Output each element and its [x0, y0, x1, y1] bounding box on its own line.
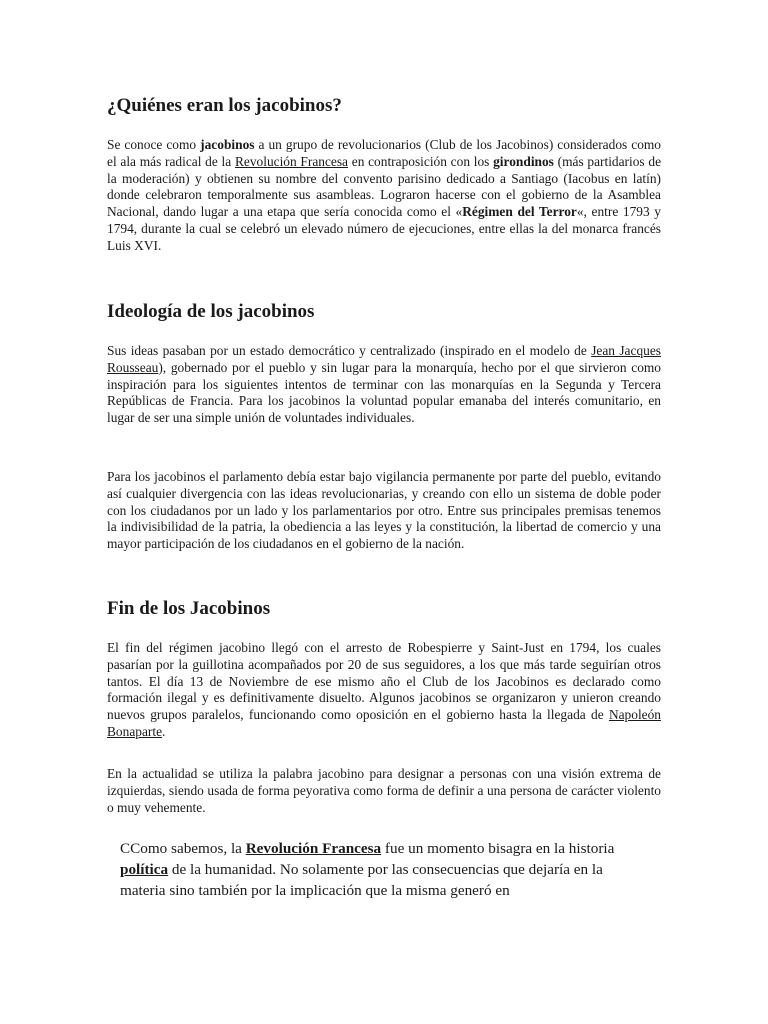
link-politica[interactable] — [120, 861, 168, 878]
link-revolucion-francesa[interactable]: Revolución Francesa — [234, 153, 349, 169]
paragraph-fin-1 — [107, 640, 661, 741]
link-rousseau[interactable]: Jean Jacques Rousseau — [107, 343, 661, 375]
text-run: . — [162, 723, 166, 739]
text-run: Se conoce como — [107, 137, 201, 152]
text-run: «, entre 1793 y 1794, durante la cual se celebró un elevado número de ejecuciones, entre ellas la del monarca francés Luis XVI. — [107, 204, 661, 253]
text-run: fue un momento bisagra en la historia — [381, 840, 615, 857]
bold-term-girondinos: girondinos — [493, 153, 554, 169]
paragraph-ideologia-2 — [107, 469, 661, 553]
paragraph-fin-2 — [107, 766, 661, 816]
text-run: CComo sabemos, la — [120, 840, 246, 857]
link-label: Revolución Francesa — [245, 840, 382, 857]
bold-term-regimen-terror: Régimen del Terror — [462, 204, 577, 220]
link-revolucion-francesa-quote[interactable] — [246, 840, 381, 857]
link-napoleon[interactable]: Napoleón Bonaparte — [107, 707, 661, 739]
link-label: política — [120, 861, 169, 878]
text-run: (más partidarios de la moderación) y obtienen su nombre del convento parisino dedicado a Santiago (Iacobus en latín) donde celebraron temporalmente sus asambleas. Lograron hacerse con el gobierno de la Asamblea Nacional, dando lugar a una etapa que sería conocida como el « — [107, 153, 662, 220]
text-run: de la humanidad. No solamente por las consecuencias que dejaría en la materia sino también por la implicación que la misma generó en — [120, 861, 603, 899]
paragraph-ideologia-1 — [107, 343, 661, 427]
text-run: El fin del régimen jacobino llegó con el arresto de Robespierre y Saint-Just en 1794, los cuales pasarían por la guillotina acompañados por 20 de sus seguidores, a los que más tarde seguirían otros tantos. El día 13 de Noviembre de ese mismo año el Club de los Jacobinos es declarado como formación ilegal y es definitivamente disuelto. Algunos jacobinos se organizaron y unieron creando nuevos grupos paralelos, funcionando como oposición en el gobierno hasta la llegada de — [107, 640, 661, 723]
text-run: Sus ideas pasaban por un estado democrático y centralizado (inspirado en el modelo de — [107, 343, 592, 358]
section-heading-quienes: ¿Quiénes eran los jacobinos? — [107, 95, 342, 116]
section-heading-ideologia: Ideología de los jacobinos — [107, 301, 315, 322]
paragraph-quienes — [107, 137, 661, 255]
text-run: en contraposición con los — [348, 153, 494, 169]
text-run: Para los jacobinos el parlamento debía estar bajo vigilancia permanente por parte del pueblo, evitando así cualquier divergencia con las ideas revolucionarias, y creando con ello un sistema de doble poder con los ciudadanos por un lado y los parlamentarios por otro. Entre sus principales premisas tenemos la indivisibilidad de la patria, la obediencia a las leyes y la constitución, la libertad de comercio y una mayor participación de los ciudadanos en el gobierno de la nación. — [107, 469, 661, 552]
text-run: En la actualidad se utiliza la palabra jacobino para designar a personas con una visión extrema de izquierdas, siendo usada de forma peyorativa como forma de definir a una persona de carácter violento o muy vehemente. — [107, 766, 661, 815]
bold-term-jacobinos: jacobinos — [200, 137, 255, 152]
text-run: a un grupo de revolucionarios (Club de los Jacobinos) considerados como el ala más radical de la — [107, 137, 661, 169]
text-run: ), gobernado por el pueblo y sin lugar para la monarquía, hecho por el que sirvieron como inspiración para los siguientes intentos de terminar con las monarquías en la Segunda y Tercera Repúblicas de Francia. Para los jacobinos la voluntad popular emanaba del interés comunitario, en lugar de ser una simple unión de voluntades individuales. — [107, 359, 661, 426]
section-heading-fin: Fin de los Jacobinos — [107, 598, 271, 619]
quote-excerpt — [120, 838, 620, 901]
